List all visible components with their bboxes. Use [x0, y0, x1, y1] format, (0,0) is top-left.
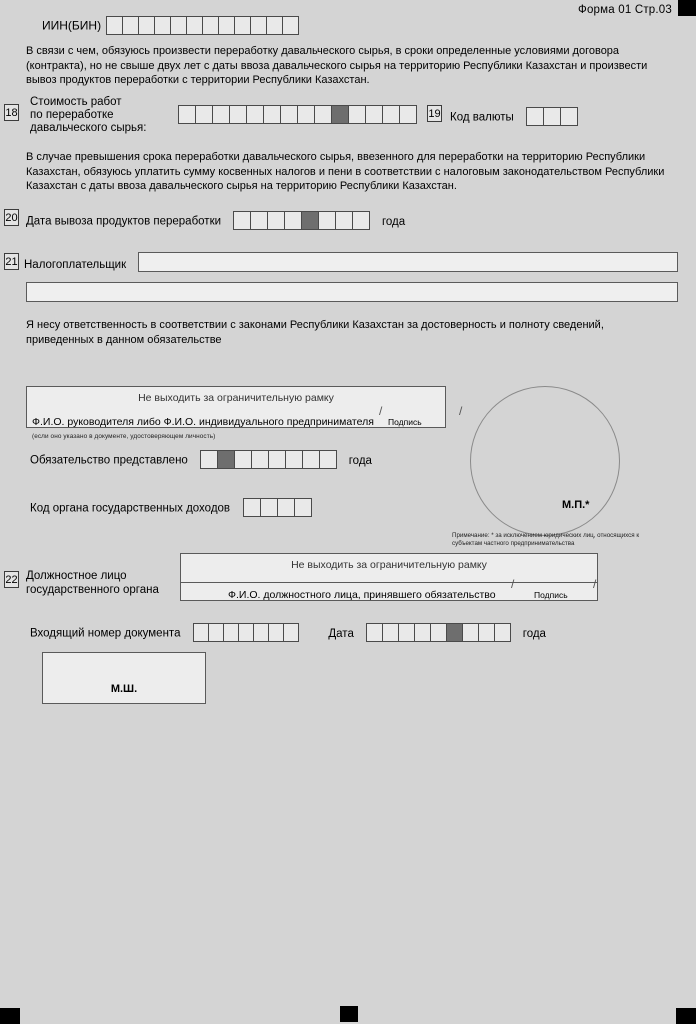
- paragraph-responsibility: Я несу ответственность в соответствии с законами Республики Казахстан за достоверность и полноту сведений, приведенных в данном обязательстве: [26, 319, 604, 346]
- input-cell[interactable]: [382, 105, 400, 124]
- input-cell[interactable]: [285, 450, 303, 469]
- incoming-date-label: Дата: [328, 627, 354, 640]
- field-20-row: [26, 211, 405, 230]
- input-cell[interactable]: [138, 16, 155, 35]
- input-cell[interactable]: [186, 16, 203, 35]
- input-cell[interactable]: [494, 623, 511, 642]
- field-22-number: 22: [4, 571, 19, 588]
- input-cell[interactable]: [212, 105, 230, 124]
- org-code-label: Код органа государственных доходов: [30, 502, 231, 515]
- input-cell[interactable]: [202, 16, 219, 35]
- input-cell[interactable]: [154, 16, 171, 35]
- incoming-row: [30, 623, 546, 642]
- input-cell[interactable]: [243, 498, 261, 517]
- input-cell[interactable]: [195, 105, 213, 124]
- slash-separator-2: /: [459, 404, 463, 418]
- org-code-row: [30, 498, 311, 517]
- msh-stamp-box: [42, 652, 206, 704]
- input-cell[interactable]: [106, 16, 123, 35]
- signature-podpis-label: Подпись: [388, 417, 422, 427]
- official-caption: Ф.И.О. должностного лица, принявшего обязательство: [228, 589, 496, 601]
- msh-label: М.Ш.: [110, 683, 138, 695]
- field-20-date-input[interactable]: [233, 211, 369, 230]
- field-19-currency-input[interactable]: [526, 107, 577, 126]
- input-cell[interactable]: [365, 105, 383, 124]
- paragraph-obligation-2: В случае превышения срока переработки давальческого сырья, ввезенного для переработки на территорию Республики Казахстан, обязуюсь уплатить сумму косвенных налогов и пени в соответствии с налоговым законодательством Республики Казахстан с даты ввоза давальческого сырья на территорию Республики Казахстан.: [26, 151, 665, 192]
- official-signature-frame-head[interactable]: [180, 553, 598, 583]
- input-cell[interactable]: [318, 211, 336, 230]
- field-19-label: Код валюты: [450, 111, 514, 124]
- field-19-number: 19: [427, 105, 442, 122]
- input-cell[interactable]: [277, 498, 295, 517]
- submitted-label: Обязательство представлено: [30, 454, 188, 467]
- input-cell[interactable]: [382, 623, 399, 642]
- field-18-label: [30, 96, 146, 135]
- field-20-label: Дата вывоза продуктов переработки: [26, 215, 222, 228]
- slash-separator-1: /: [379, 404, 383, 418]
- iin-input[interactable]: [106, 16, 298, 35]
- submitted-date-input[interactable]: [200, 450, 336, 469]
- input-cell[interactable]: [526, 107, 544, 126]
- field-21-number: 21: [4, 253, 19, 270]
- input-cell[interactable]: [560, 107, 578, 126]
- input-cell[interactable]: [234, 16, 251, 35]
- field-18-value-input[interactable]: [178, 105, 416, 124]
- signature-caption: Ф.И.О. руководителя либо Ф.И.О. индивидуального предпринимателя: [32, 416, 374, 428]
- field-20-number: 20: [4, 209, 19, 226]
- submitted-suffix: года: [348, 454, 372, 467]
- incoming-label: Входящий номер документа: [30, 627, 181, 640]
- paragraph-obligation-1: В связи с чем, обязуюсь произвести переработку давальческого сырья, в сроки определенные условиями договора (контракта), но не свыше двух лет с даты ввоза давальческого сырья на территорию Республики Казахстан и произвести вывоз продуктов переработки с территории Республики Казахстан.: [26, 45, 648, 86]
- input-cell[interactable]: [253, 623, 269, 642]
- field-18-number: 18: [4, 104, 19, 121]
- input-cell[interactable]: [122, 16, 139, 35]
- official-frame-hint: Не выходить за ограничительную рамку: [291, 559, 487, 571]
- field-22-label-line1: Должностное лицо: [26, 570, 127, 582]
- input-cell[interactable]: [294, 498, 312, 517]
- field-21-label-wrap: [24, 255, 126, 273]
- stamp-mp-label: М.П.*: [562, 499, 590, 511]
- input-cell[interactable]: [229, 105, 247, 124]
- input-cell[interactable]: [301, 211, 319, 230]
- input-cell[interactable]: [268, 623, 284, 642]
- input-cell[interactable]: [218, 16, 235, 35]
- field-18-label-line2: по переработке: [30, 109, 114, 121]
- field-22-label-line2: государственного органа: [26, 583, 159, 596]
- official-slash-1: /: [511, 577, 515, 591]
- input-cell[interactable]: [414, 623, 431, 642]
- field-21-taxpayer-input[interactable]: [138, 252, 678, 272]
- input-cell[interactable]: [284, 211, 302, 230]
- input-cell[interactable]: [352, 211, 370, 230]
- input-cell[interactable]: [251, 450, 269, 469]
- input-cell[interactable]: [250, 211, 268, 230]
- input-cell[interactable]: [268, 450, 286, 469]
- input-cell[interactable]: [302, 450, 320, 469]
- signature-tiny-note: (если оно указано в документе, удостоверяющем личность): [32, 433, 216, 440]
- field-18-input-row: [178, 105, 416, 124]
- official-podpis-label: Подпись: [534, 590, 568, 600]
- org-code-input[interactable]: [243, 498, 311, 517]
- input-cell[interactable]: [282, 16, 299, 35]
- input-cell[interactable]: [335, 211, 353, 230]
- input-cell[interactable]: [170, 16, 187, 35]
- input-cell[interactable]: [398, 623, 415, 642]
- field-21-label: Налогоплательщик: [24, 259, 127, 271]
- input-cell[interactable]: [331, 105, 349, 124]
- input-cell[interactable]: [399, 105, 417, 124]
- field-19-row: [450, 107, 577, 126]
- input-cell[interactable]: [314, 105, 332, 124]
- input-cell[interactable]: [178, 105, 196, 124]
- form-header: Форма 01 Стр.03: [578, 4, 672, 16]
- input-cell[interactable]: [266, 16, 283, 35]
- stamp-footnote: Примечание: * за исключением юридических лиц, относящихся к субъектам частного предпринимательства: [452, 532, 640, 547]
- official-slash-2: /: [593, 577, 597, 591]
- input-cell[interactable]: [263, 105, 281, 124]
- input-cell[interactable]: [260, 498, 278, 517]
- field-20-suffix: года: [381, 215, 406, 228]
- input-cell[interactable]: [348, 105, 366, 124]
- incoming-number-input[interactable]: [193, 623, 298, 642]
- input-cell[interactable]: [543, 107, 561, 126]
- input-cell[interactable]: [366, 623, 383, 642]
- field-22-label: [26, 570, 159, 597]
- field-18-label-line1: Стоимость работ: [30, 96, 122, 108]
- incoming-date-input[interactable]: [366, 623, 510, 642]
- input-cell[interactable]: [283, 623, 299, 642]
- input-cell[interactable]: [246, 105, 264, 124]
- input-cell[interactable]: [223, 623, 239, 642]
- input-cell[interactable]: [250, 16, 267, 35]
- signature-frame-hint: Не выходить за ограничительную рамку: [138, 392, 334, 404]
- input-cell[interactable]: [200, 450, 218, 469]
- input-cell[interactable]: [233, 211, 251, 230]
- iin-field-row: [42, 16, 298, 35]
- field-21-taxpayer-input-2[interactable]: [26, 282, 678, 302]
- input-cell[interactable]: [319, 450, 337, 469]
- input-cell[interactable]: [280, 105, 298, 124]
- submitted-row: [30, 450, 372, 469]
- iin-label: ИИН(БИН): [42, 18, 102, 33]
- input-cell[interactable]: [193, 623, 209, 642]
- input-cell[interactable]: [297, 105, 315, 124]
- input-cell[interactable]: [478, 623, 495, 642]
- input-cell[interactable]: [238, 623, 254, 642]
- field-18-label-line3: давальческого сырья:: [30, 122, 147, 134]
- input-cell[interactable]: [267, 211, 285, 230]
- input-cell[interactable]: [217, 450, 235, 469]
- incoming-date-suffix: года: [522, 627, 546, 640]
- input-cell[interactable]: [430, 623, 447, 642]
- input-cell[interactable]: [462, 623, 479, 642]
- stamp-circle: [470, 386, 620, 536]
- input-cell[interactable]: [234, 450, 252, 469]
- input-cell[interactable]: [208, 623, 224, 642]
- input-cell[interactable]: [446, 623, 463, 642]
